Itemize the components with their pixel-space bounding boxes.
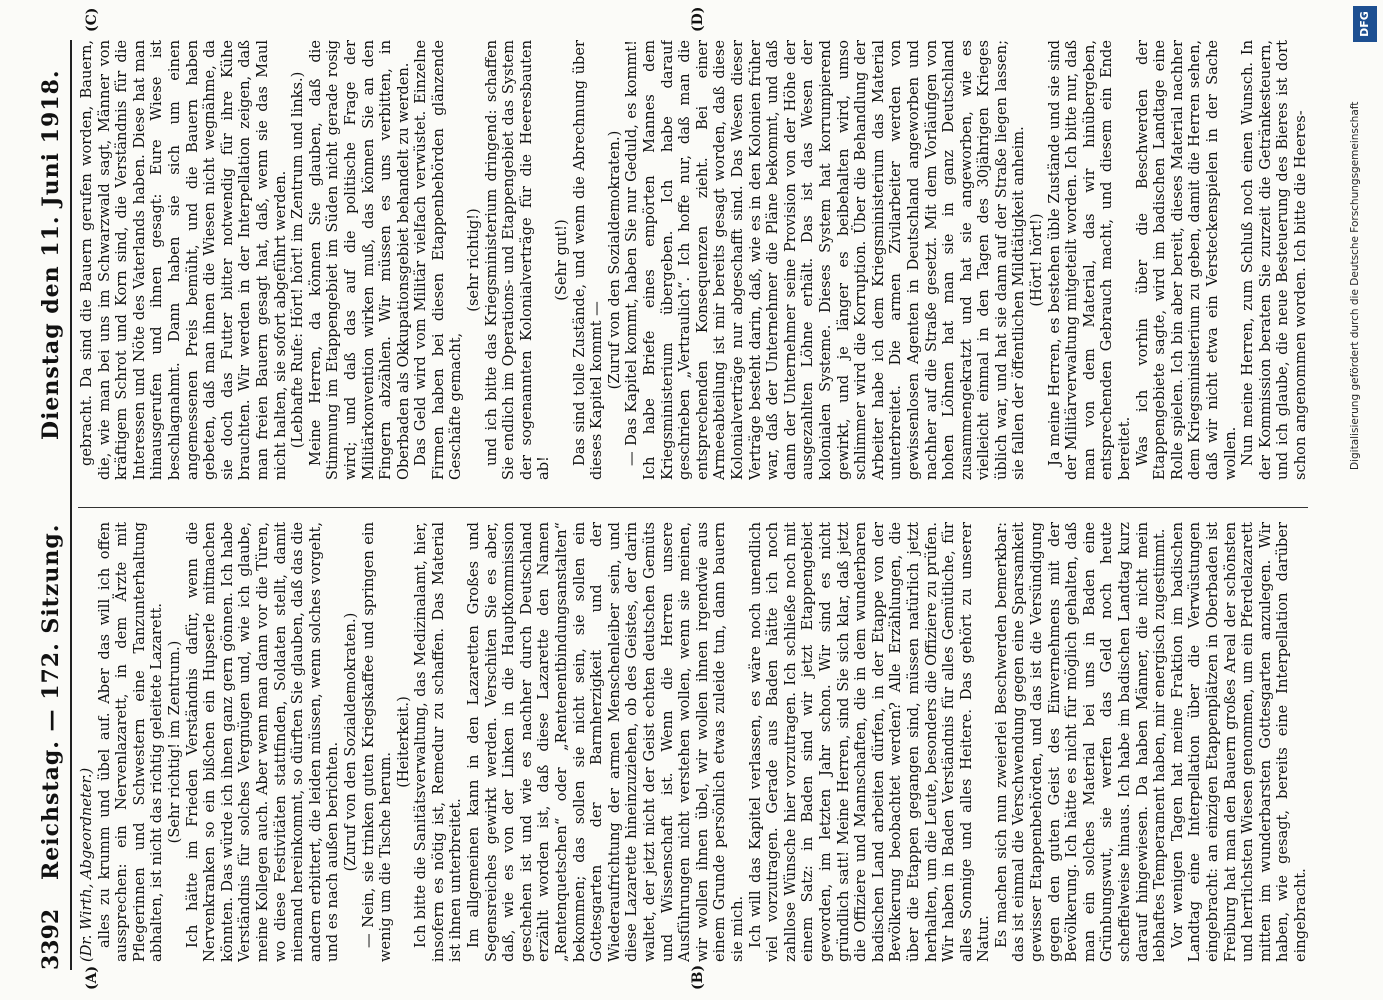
right-text-column	[78, 40, 1318, 480]
page-header	[38, 40, 68, 970]
interjection: (Zuruf von den Sozialdemokraten.)	[605, 130, 623, 390]
dfg-logo	[1353, 6, 1377, 42]
paragraph: Ich bitte die Sanitätsverwaltung, das Medizinalamt, hier, insofern es nötig ist, Remedur zu schaffen. Das Material ist ihnen unterbreitet.	[412, 522, 465, 962]
paragraph: — Nein, sie trinken guten Kriegskaffee und springen ein wenig um die Tische herum.	[359, 522, 395, 962]
header-rule	[70, 40, 72, 970]
left-text-column	[78, 522, 1318, 962]
interjection: (sehr richtig!)	[465, 208, 483, 312]
paragraph: Vor wenigen Tagen hat meine Fraktion im badischen Landtag eine Interpellation über die Verwüstungen eingebracht: an einzigen Etappenplätzen in Oberbaden ist Freiburg hat man den Bauern großes Areal der schönsten und herrlichsten Wiesen genommen, um ein Pferdelazarett mitten im wunderbarsten Gottesgarten anzulegen. Wir haben, wie gesagt, bereits eine Interpellation darüber eingebracht.	[1168, 522, 1309, 962]
paragraph: Das sind tolle Zustände, und wenn die Abrechnung über dieses Kapitel kommt —	[570, 40, 606, 480]
speaker-line: (Dr. Wirth, Abgeordneter.)	[78, 767, 95, 962]
paragraph: Im allgemeinen kann in den Lazaretten Großes und Segensreiches gewirkt werden. Verschiten Sie es aber, daß, wie es von der Linken in die Hauptkommission geschehen ist und wie es nachher durch Deutschland erzählt worden ist, daß diese Lazarette den Namen „Rentenquetschen“ oder „Rentenentbindungsanstalten“ bekommen; das sollen sie nicht sein, sie sollen ein Gottesgarten der Barmherzigkeit und der Wiederaufrichtung der armen Menschenleiber sein, und diese Lazarette hineinzuziehen, ob des Geistes, der darin waltet, der jetzt nicht der Geist echten deutschen Gemüts und Wissenschaft ist. Wenn die Herren unsere Ausführungen nicht verstehen wollen, wenn sie meinen, wir wollen ihnen übel, wir wollen ihnen irgendwie aus einem Grunde persönlich etwas zuleide tun, dann bauern sie mich.	[465, 522, 746, 962]
interjection: (Heiterkeit.)	[394, 696, 412, 788]
paragraph: Ja meine Herren, es bestehen üble Zustände und sie sind der Militärverwaltung mitgeteilt worden. Ich bitte nur, daß man von dem Material, das wir hinübergeben, entsprechenden Gebrauch macht, und diesem ein Ende bereitet.	[1045, 40, 1134, 480]
dfg-logo-text: DFG	[1358, 11, 1371, 37]
interjection: (Hört! hört!)	[1028, 213, 1046, 307]
paragraph: Was ich vorhin über die Beschwerden der Etappengebiete sagte, wird im badischen Landtage eine Rolle spielen. Ich bin aber bereit, dieses Material nachher dem Kriegsministerium zu geben, damit die Herren sehen, daß wir nicht etwa ein Versteckenspielen in der Sache wollen.	[1133, 40, 1239, 480]
session-title: Reichstag. — 172. Sitzung.	[38, 523, 64, 880]
interjection: (Lebhafte Rufe: Hört! hört! im Zentrum und links.)	[289, 71, 307, 449]
column-separator	[78, 507, 1308, 508]
paragraph: Das Geld wird vom Militär vielfach verwüstet. Einzelne Firmen haben bei diesen Etappenbehörden glänzende Geschäfte gemacht,	[412, 40, 465, 480]
paragraph: Nun meine Herren, zum Schluß noch einen Wunsch. In der Kommission beraten Sie zurzeit die Getränkesteuern, und ich glaube, die neue Besteuerung des Bieres ist dort schon angenommen worden. Ich bitte die Heeres-	[1239, 40, 1309, 480]
session-date: Dienstag den 11. Juni 1918.	[38, 69, 64, 440]
paragraph: alles zu krumm und übel auf. Aber das will ich offen aussprechen: ein Nervenlazarett, in dem Ärzte mit Pflegerinnen und Schwestern eine Tanzunterhaltung abhalten, ist nicht das richtig geleitete Lazarett.	[95, 522, 166, 962]
margin-marker-d: (D)	[690, 6, 706, 32]
paragraph: Ich will das Kapitel verlassen, es wäre noch unendlich viel vorzutragen. Gerade aus Baden hätte ich noch zahllose Wünsche hier vorzutragen. Ich schließe noch mit einem Satz: in Baden sind wir jetzt Etappengebiet geworden, im letzten Jahr schon. Wir sind es nicht gründlich satt! Meine Herren, sind Sie sich klar, daß jetzt die Offiziere und Mannschaften, die in dem wunderbaren badischen Land arbeiten dürfen, in der Etappe von der Bevölkerung beobachtet werden? Alle Erzählungen, die über die Etappen gegangen sind, müssen natürlich jetzt herhalten, um die Leute, besonders die Offiziere zu prüfen. Wir haben in Baden Verständnis für alles Gemütliche, für alles Sonnige und alles Heitere. Das gehört zu unserer Natur.	[746, 522, 993, 962]
margin-marker-b: (B)	[690, 964, 706, 990]
paragraph: gebracht. Da sind die Bauern gerufen worden, Bauern, die, wie man bei uns im Schwarzwald sagt, Männer von kräftigem Schrot und Korn sind, die Verständnis für die Interessen und Nöte des Vaterlands haben. Diese hat man hinausgerufen und ihnen gesagt: Eure Wiese ist beschlagnahmt. Dann haben sie sich um einen angemessenen Preis bemüht, und die Bauern haben gebeten, daß man ihnen die Wiesen nicht wegnähme, da sie doch das Futter bitter notwendig für ihre Kühe brauchten. Wir werden in der Interpellation zeigen, daß man freien Bauern gesagt hat, daß, wenn sie das Maul nicht halten, sie sofort abgeführt werden.	[78, 40, 289, 480]
paragraph: und ich bitte das Kriegsministerium dringend: schaffen Sie endlich im Operations- und Etappengebiet das System der sogenannten Kolonialverträge für die Heeresbauten ab!	[482, 40, 553, 480]
paragraph: Meine Herren, da können Sie glauben, daß die Stimmung im Etappengebiet im Süden nicht gerade rosig wird; und daß das auf die politische Frage der Militärkonvention wirken muß, das können Sie an den Fingern abzählen. Wir müssen es uns verbitten, in Oberbaden als Okkupationsgebiet behandelt zu werden.	[306, 40, 412, 480]
paragraph: — Das Kapitel kommt, haben Sie nur Geduld, es kommt! Ich habe Briefe eines empörten Mannes dem Kriegsministerium übergeben. Ich habe darauf geschrieben „Vertraulich“. Ich hoffe nur, daß man die entsprechenden Konsequenzen zieht. Bei einer Armeeabteilung ist mir bereits gesagt worden, daß diese Kolonialverträge nur abgeschafft sind. Das Wesen dieser Verträge besteht darin, daß, wie es in den Kolonien früher war, daß der Unternehmer die Pläne bekommt, und daß dann der Unternehmer seine Provision von der Höhe der ausgezahlten Löhne erhält. Das ist das Wesen der kolonialen Systeme. Dieses System hat korrumpierend gewirkt, und je länger es beibehalten wird, umso schlimmer wird die Korruption. Über die Behandlung der Arbeiter habe ich dem Kriegsministerium das Material unterbreitet. Die armen Zivilarbeiter werden von gewissenlosen Agenten in Deutschland angeworben und nachher auf die Straße gesetzt. Mit dem Vorläufigen von hohen Löhnen hat man sie in ganz Deutschland zusammengekratzt und hat sie angeworben, wie es vielleicht einmal in den Tagen des 30jährigen Krieges üblich war, und hat sie dann auf der Straße liegen lassen; sie fallen der öffentlichen Mildtätigkeit anheim.	[623, 40, 1028, 480]
interjection: (Sehr richtig! im Zentrum.)	[165, 640, 183, 844]
paragraph: Es machen sich nun zweierlei Beschwerden bemerkbar: das ist einmal die Verschwendung gegen eine Sparsamkeit gewisser Etappenbehörden, und das ist die Versündigung gegen den guten Geist des Einvernehmens mit der Bevölkerung. Ich hätte es nicht für möglich gehalten, daß man ein solches Material bei uns in Baden eine Grünbungswut, sie werfen das Geld noch heute scheffelweise hinaus. Ich habe im badischen Landtag kurz darauf hingewiesen. Da haben Männer, die nicht mein lebhaftes Temperament haben, mir energisch zugestimmt.	[992, 522, 1169, 962]
margin-marker-a: (A)	[84, 965, 100, 990]
interjection: (Sehr gut!)	[553, 219, 571, 301]
funding-note: Digitalisierung gefördert durch die Deutsche Forschungsgemeinschaft	[1349, 101, 1361, 470]
page-number: 3392	[38, 908, 64, 970]
margin-marker-c: (C)	[84, 7, 100, 32]
interjection: (Zuruf von den Sozialdemokraten.)	[341, 612, 359, 872]
paragraph: Ich hätte im Frieden Verständnis dafür, wenn die Nervenkranken so ein bißchen ein Hupserle mitmachen könnten. Das würde ich ihnen ganz gern gönnen. Ich habe Verständnis für solches Vergnügen und, wie ich glaube, meine Kollegen auch. Aber wenn man dann vor die Türen, wo diese Festivitäten stattfinden, Soldaten stellt, damit niemand hereinkommt, so dürften Sie glauben, daß das die andern erbittert, die leiden müssen, wenn solches vorgeht, und es nach außen berichten.	[183, 522, 342, 962]
